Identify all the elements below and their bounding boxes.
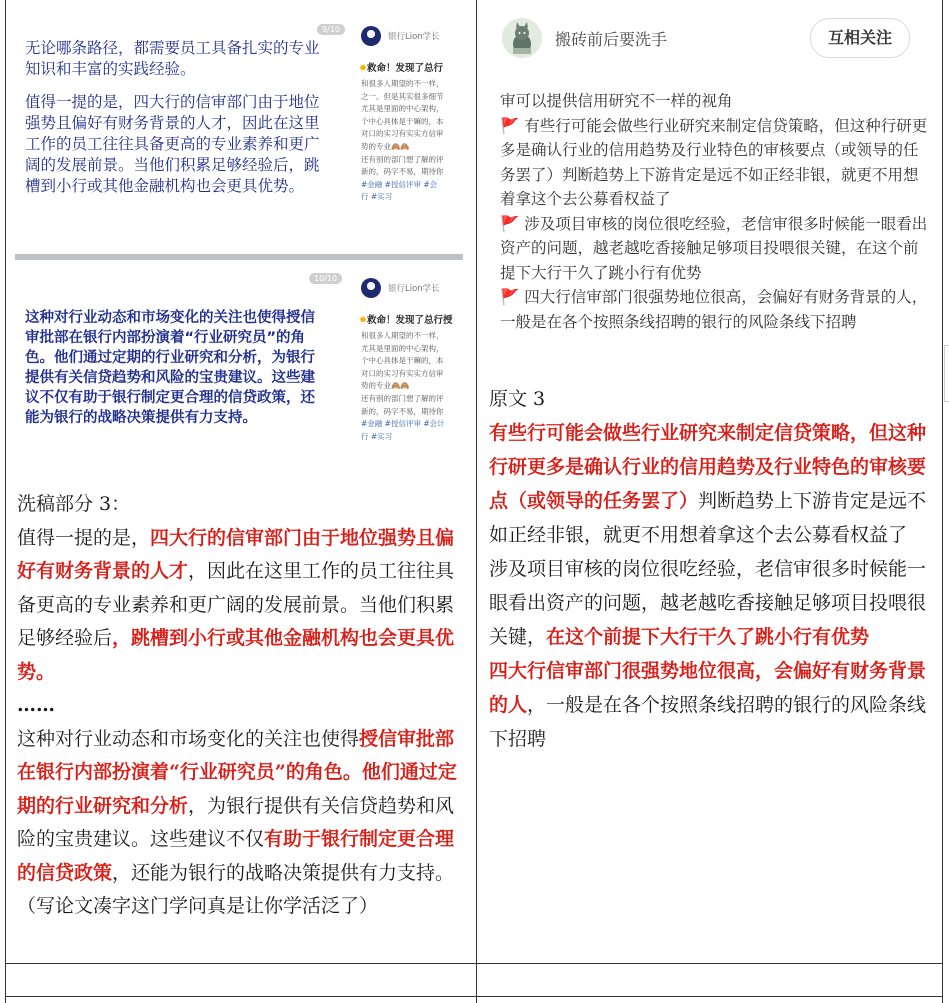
table-border-right (942, 0, 943, 1003)
sun-icon: ✹ (359, 315, 367, 326)
post-tags: 行 #实习 (361, 431, 393, 441)
post-tags: #金融 #授信评审 #会 (361, 179, 438, 189)
shot1-paragraph-1: 无论哪条路径，都需要员工具备扎实的专业知识和丰富的实践经验。 (25, 39, 320, 78)
post-header (477, 0, 943, 80)
screenshot-card-1 (15, 18, 465, 250)
author-note: （写论文凑字这门学问真是让你学活泛了） (17, 895, 379, 917)
post-line: 🚩 四大行信审部门很强势地位很高，会偏好有财务背景的人，一般是在各个按照条线招聘的银行的风险条线下招聘 (500, 288, 928, 331)
original-heading: 原文 3 (489, 388, 546, 410)
shot2-post-preview (355, 278, 465, 472)
original-paragraph-1: 有些行可能会做些行业研究来制定信贷策略，但这种行研更多是确认行业的信用趋势及行业特色的审核要点（或领导的任务罢了）判断趋势上下游肯定是远不如正经非银，就更不用想着拿这个去公募看权益了 (489, 422, 927, 546)
original-paragraph-3: 四大行信审部门很强势地位很高，会偏好有财务背景的人，一般是在各个按照条线招聘的银行的风险条线下招聘 (489, 660, 927, 750)
ellipsis: …… (17, 694, 55, 716)
post-tags: #金融 #授信评审 #会计 (361, 419, 445, 429)
post-title: ✹救命！发现了总行 (359, 63, 443, 74)
cat-icon (502, 18, 542, 58)
post-line: 🚩 涉及项目审核的岗位很吃经验，老信审很多时候能一眼看出资产的问题，越老越吃香接触足够项目投喂很关键，在这个前提下大行干久了跳小行有优势 (500, 214, 928, 282)
page-edge-marker (944, 345, 949, 402)
rewrite-section (17, 488, 467, 924)
shot2-paragraph: 这种对行业动态和市场变化的关注也使得授信审批部在银行内部扮演着“行业研究员”的角色。他们通过定期的行业研究和分析，为银行提供有关信贷趋势和风险的宝贵建议。这些建议不仅有助于银行制定更合理的信贷政策，还能为银行的战略决策提供有力支持。 (25, 310, 315, 426)
post-tags: 行 #实习 (361, 192, 393, 202)
screenshot-card-2 (15, 264, 465, 472)
author-avatar (361, 26, 381, 46)
rewrite-paragraph-2: 这种对行业动态和市场变化的关注也使得授信审批部在银行内部扮演着“行业研究员”的角色。他们通过定期的行业研究和分析，为银行提供有关信贷趋势和风险的宝贵建议。这些建议不仅有助于银行制定更合理的信贷政策，还能为银行的战略决策提供有力支持。 (17, 727, 457, 884)
table-border-left (5, 0, 6, 1003)
red-flag-icon: 🚩 (500, 214, 520, 233)
post-line: 审可以提供信用研究不一样的视角 (500, 92, 733, 110)
table-border-bottom (5, 996, 943, 997)
mutual-follow-button[interactable]: 互相关注 (810, 18, 910, 58)
rewrite-heading: 洗稿部分 3： (17, 493, 131, 515)
user-avatar[interactable] (502, 18, 542, 58)
red-flag-icon: 🚩 (500, 288, 520, 306)
post-title: ✹救命！发现了总行授 (359, 315, 453, 326)
sun-icon: ✹ (359, 63, 367, 74)
author-name[interactable]: 搬砖前后要洗手 (555, 30, 668, 49)
post-excerpt: 和很多人期望的不一样， 之一。但是其实很多细节 尤其是里面的中心架构， 个中心具体是干嘛的，本 对口的实习有实实方信审 势的专业🙈🙈 还有别的部门想了解的评 新的，码字不易，期待你 #金融 #授信评审 #会 行 #实习 (361, 78, 465, 204)
shot1-paragraph-2: 值得一提的是，四大行的信审部门由于地位强势且偏好有财务背景的人才，因此在这里工作的员工往往具备更高的专业素养和更广阔的发展前景。当他们积累足够经验后，跳槽到小行或其他金融机构也会更具优势。 (25, 93, 320, 195)
page-badge: 10/10 (309, 273, 342, 284)
post-line: 🚩 有些行可能会做些行业研究来制定信贷策略，但这种行研更多是确认行业的信用趋势及行业特色的审核要点（或领导的任务罢了）判断趋势上下游肯定是远不如正经非银，就更不用想着拿这个去公募看权益了 (500, 116, 928, 208)
original-paragraph-2: 涉及项目审核的岗位很吃经验，老信审很多时候能一眼看出资产的问题，越老越吃香接触足够项目投喂很关键，在这个前提下大行干久了跳小行有优势 (489, 558, 927, 648)
table-row-divider (5, 963, 943, 964)
rewrite-paragraph-1: 值得一提的是，四大行的信审部门由于地位强势且偏好有财务背景的人才，因此在这里工作的员工往往具备更高的专业素养和更广阔的发展前景。当他们积累足够经验后，跳槽到小行或其他金融机构也会更具优势。 (17, 526, 455, 683)
original-section (489, 382, 935, 756)
shot1-text (25, 38, 325, 209)
post-body (500, 89, 932, 334)
shot2-text (25, 308, 325, 440)
author-avatar (361, 278, 381, 298)
shot1-post-preview (355, 26, 465, 246)
table-border-middle (476, 0, 477, 1003)
author-name: 银行Lion学长 (388, 32, 440, 42)
post-excerpt: 和很多人期望的不一样， 尤其是里面的中心架构， 个中心具体是干嘛的，本 对口的实习有实实方信审 势的专业🙈🙈 还有别的部门想了解的评 新的，码字不易，期待你 #金融 #授信评审 #会计 行 #实习 (361, 330, 465, 443)
author-name: 银行Lion学长 (388, 284, 440, 294)
page-badge: 9/10 (317, 24, 345, 35)
red-flag-icon: 🚩 (500, 116, 520, 135)
screenshot-divider (15, 254, 463, 260)
